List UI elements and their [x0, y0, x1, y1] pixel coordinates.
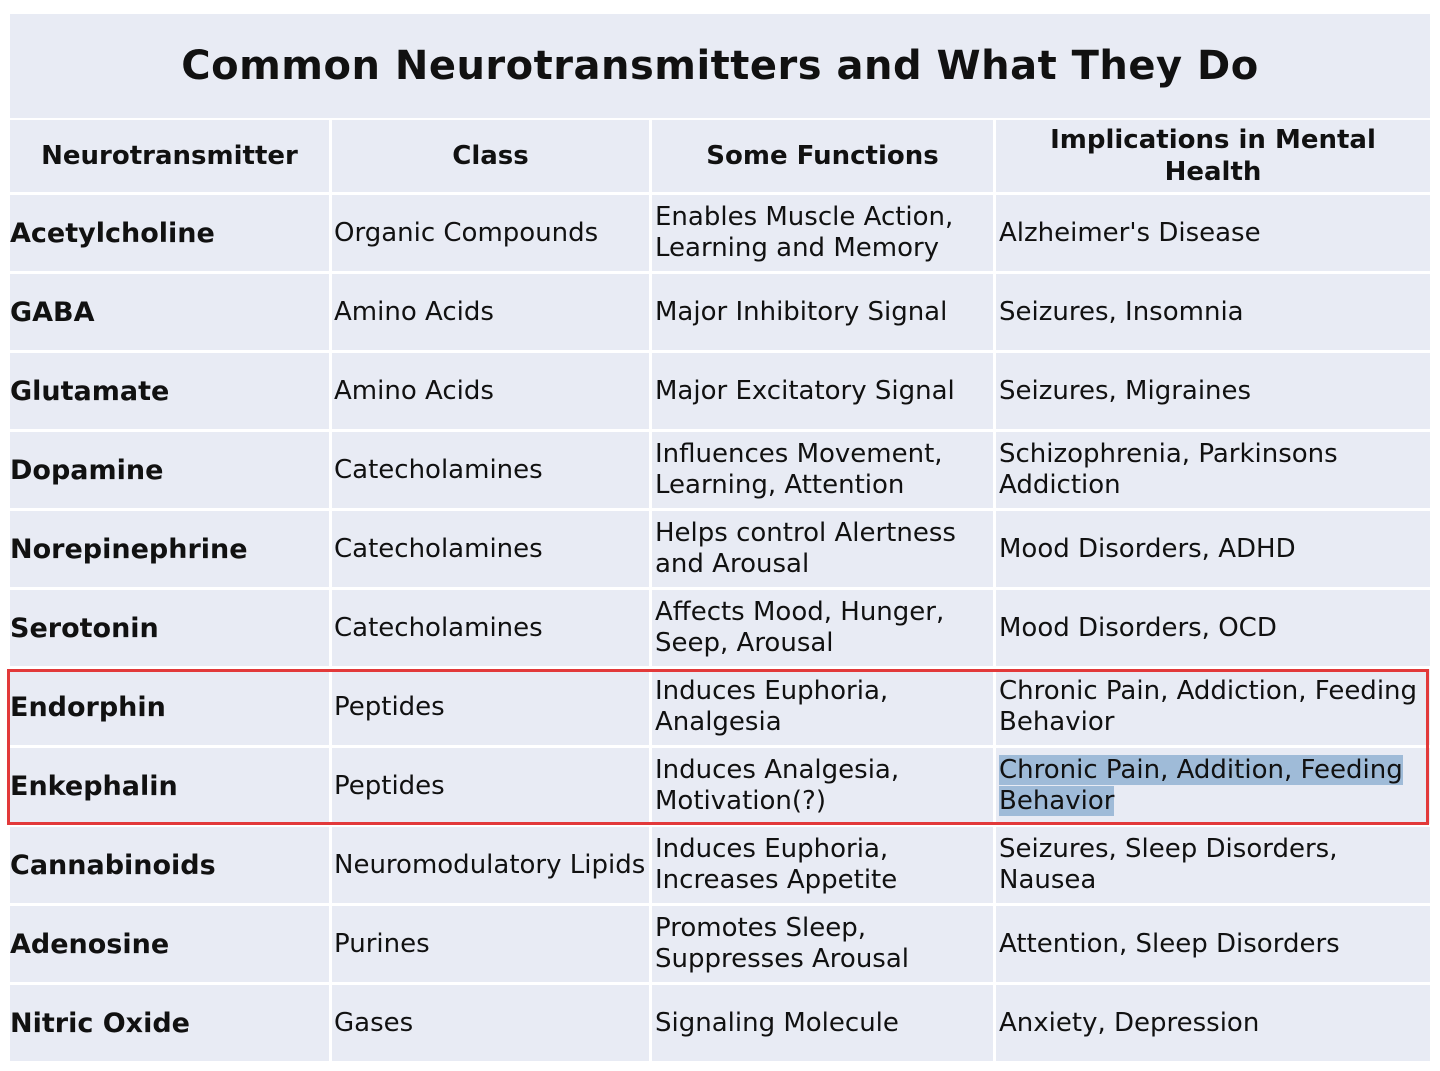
cell-neurotransmitter: Endorphin — [10, 669, 332, 748]
table-row — [10, 748, 1430, 827]
table-row — [10, 985, 1430, 1064]
cell-neurotransmitter: Glutamate — [10, 353, 332, 432]
cell-class: Peptides — [332, 748, 652, 827]
cell-implications: Alzheimer's Disease — [996, 195, 1430, 274]
cell-neurotransmitter: Enkephalin — [10, 748, 332, 827]
header-row — [10, 120, 1430, 195]
cell-class: Amino Acids — [332, 274, 652, 353]
cell-implications: Attention, Sleep Disorders — [996, 906, 1430, 985]
cell-implications: Mood Disorders, ADHD — [996, 511, 1430, 590]
cell-neurotransmitter: Nitric Oxide — [10, 985, 332, 1064]
table-row — [10, 827, 1430, 906]
cell-functions: Induces Euphoria, Increases Appetite — [652, 827, 996, 906]
cell-implications: Seizures, Migraines — [996, 353, 1430, 432]
selected-text[interactable]: Chronic Pain, Addition, Feeding Behavior — [999, 755, 1403, 816]
cell-implications: Mood Disorders, OCD — [996, 590, 1430, 669]
cell-neurotransmitter: Norepinephrine — [10, 511, 332, 590]
cell-implications: Seizures, Sleep Disorders, Nausea — [996, 827, 1430, 906]
cell-functions: Signaling Molecule — [652, 985, 996, 1064]
slide — [10, 14, 1430, 1064]
cell-neurotransmitter: Serotonin — [10, 590, 332, 669]
cell-functions: Promotes Sleep, Suppresses Arousal — [652, 906, 996, 985]
header-implications: Implications in Mental Health — [996, 120, 1430, 195]
cell-functions: Influences Movement, Learning, Attention — [652, 432, 996, 511]
cell-functions: Induces Analgesia, Motivation(?) — [652, 748, 996, 827]
table-row — [10, 669, 1430, 748]
cell-implications: Chronic Pain, Addiction, Feeding Behavior — [996, 669, 1430, 748]
cell-implications: Schizophrenia, Parkinsons Addiction — [996, 432, 1430, 511]
cell-neurotransmitter: Acetylcholine — [10, 195, 332, 274]
cell-class: Purines — [332, 906, 652, 985]
table-row — [10, 432, 1430, 511]
cell-neurotransmitter: Cannabinoids — [10, 827, 332, 906]
header-class: Class — [332, 120, 652, 195]
table-row — [10, 353, 1430, 432]
cell-class: Catecholamines — [332, 511, 652, 590]
table-row — [10, 590, 1430, 669]
cell-implications — [996, 748, 1430, 827]
table-body — [10, 195, 1430, 1064]
cell-class: Catecholamines — [332, 590, 652, 669]
cell-functions: Enables Muscle Action, Learning and Memory — [652, 195, 996, 274]
neurotransmitter-table — [10, 120, 1430, 1064]
cell-class: Organic Compounds — [332, 195, 652, 274]
cell-class: Catecholamines — [332, 432, 652, 511]
cell-functions: Helps control Alertness and Arousal — [652, 511, 996, 590]
cell-functions: Major Excitatory Signal — [652, 353, 996, 432]
cell-functions: Affects Mood, Hunger, Seep, Arousal — [652, 590, 996, 669]
cell-class: Peptides — [332, 669, 652, 748]
table-row — [10, 511, 1430, 590]
table-row — [10, 195, 1430, 274]
table-row — [10, 274, 1430, 353]
header-functions: Some Functions — [652, 120, 996, 195]
cell-functions: Induces Euphoria, Analgesia — [652, 669, 996, 748]
table-title: Common Neurotransmitters and What They Do — [10, 14, 1430, 118]
header-neurotransmitter: Neurotransmitter — [10, 120, 332, 195]
cell-implications: Anxiety, Depression — [996, 985, 1430, 1064]
table-row — [10, 906, 1430, 985]
cell-class: Gases — [332, 985, 652, 1064]
cell-neurotransmitter: GABA — [10, 274, 332, 353]
cell-class: Neuromodulatory Lipids — [332, 827, 652, 906]
cell-functions: Major Inhibitory Signal — [652, 274, 996, 353]
cell-implications: Seizures, Insomnia — [996, 274, 1430, 353]
cell-class: Amino Acids — [332, 353, 652, 432]
cell-neurotransmitter: Dopamine — [10, 432, 332, 511]
cell-neurotransmitter: Adenosine — [10, 906, 332, 985]
